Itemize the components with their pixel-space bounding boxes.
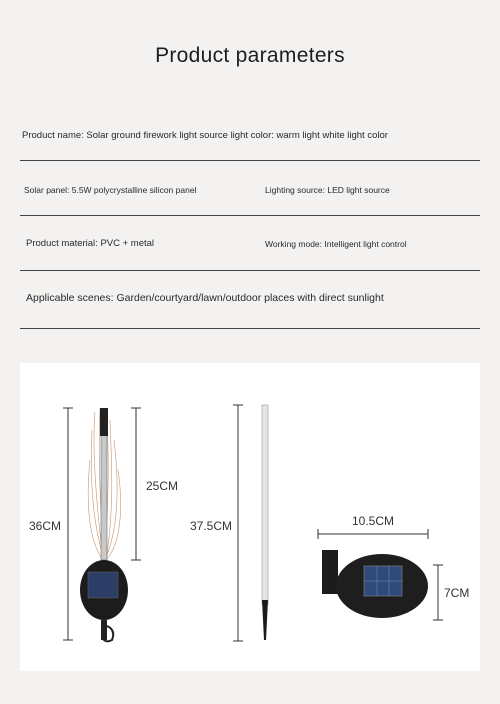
panel-height-label: 7CM [444,586,470,600]
stake-height-label: 37.5CM [190,519,233,533]
panel-bracket-icon [322,550,338,594]
param-solar-panel: Solar panel: 5.5W polycrystalline silicon panel [24,185,197,195]
param-working-mode: Working mode: Intelligent light control [265,239,407,249]
param-product-name: Product name: Solar ground firework light source light color: warm light white light color [22,130,388,141]
wire-height-label: 25CM [146,479,179,493]
panel-width-label: 10.5CM [352,514,395,528]
stake-tube-icon [262,405,268,605]
param-scenes: Applicable scenes: Garden/courtyard/lawn/outdoor places with direct sunlight [26,292,384,304]
total-height-label: 36CM [29,519,62,533]
page-title: Product parameters [155,44,345,67]
param-material: Product material: PVC + metal [26,238,155,249]
solar-cell-icon [88,572,118,598]
stake-spike-icon [262,600,268,640]
stake-drawing [233,405,243,641]
param-lighting-source: Lighting source: LED light source [265,185,390,195]
light-cap [100,408,108,436]
